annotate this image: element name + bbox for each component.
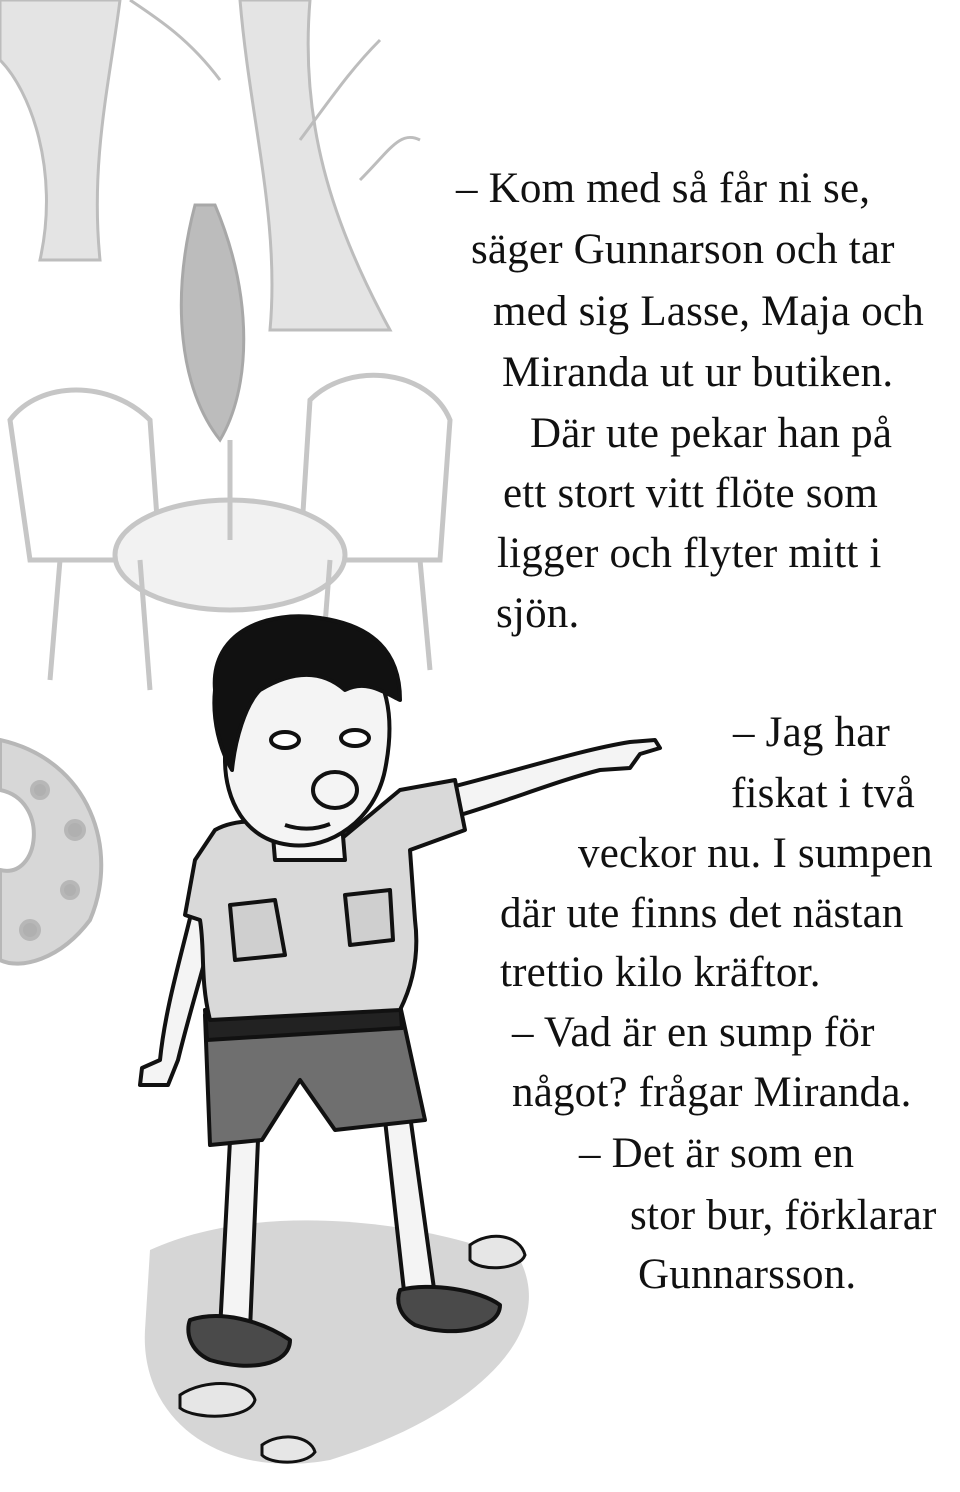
text-line: sjön. xyxy=(496,590,580,637)
text-line: något? frågar Miranda. xyxy=(512,1069,912,1116)
text-line: Miranda ut ur butiken. xyxy=(502,349,894,396)
text-line: – Vad är en sump för xyxy=(512,1009,875,1056)
background-ring xyxy=(0,740,101,964)
text-line: veckor nu. I sumpen xyxy=(578,830,933,877)
text-line: stor bur, förklarar xyxy=(630,1192,937,1239)
text-line: med sig Lasse, Maja och xyxy=(493,288,924,335)
text-line: fiskat i två xyxy=(731,770,915,817)
text-line: där ute finns det nästan xyxy=(500,890,904,937)
text-line: säger Gunnarson och tar xyxy=(471,226,895,273)
text-line: trettio kilo kräftor. xyxy=(500,949,821,996)
text-line: – Kom med så får ni se, xyxy=(456,165,871,212)
text-line: Gunnarsson. xyxy=(638,1251,857,1298)
text-line: Där ute pekar han på xyxy=(530,410,893,457)
background-umbrella xyxy=(181,205,243,440)
text-line: – Jag har xyxy=(733,709,891,756)
text-line: ligger och flyter mitt i xyxy=(497,530,882,577)
text-line: ett stort vitt flöte som xyxy=(503,470,879,517)
text-line: – Det är som en xyxy=(579,1130,855,1177)
